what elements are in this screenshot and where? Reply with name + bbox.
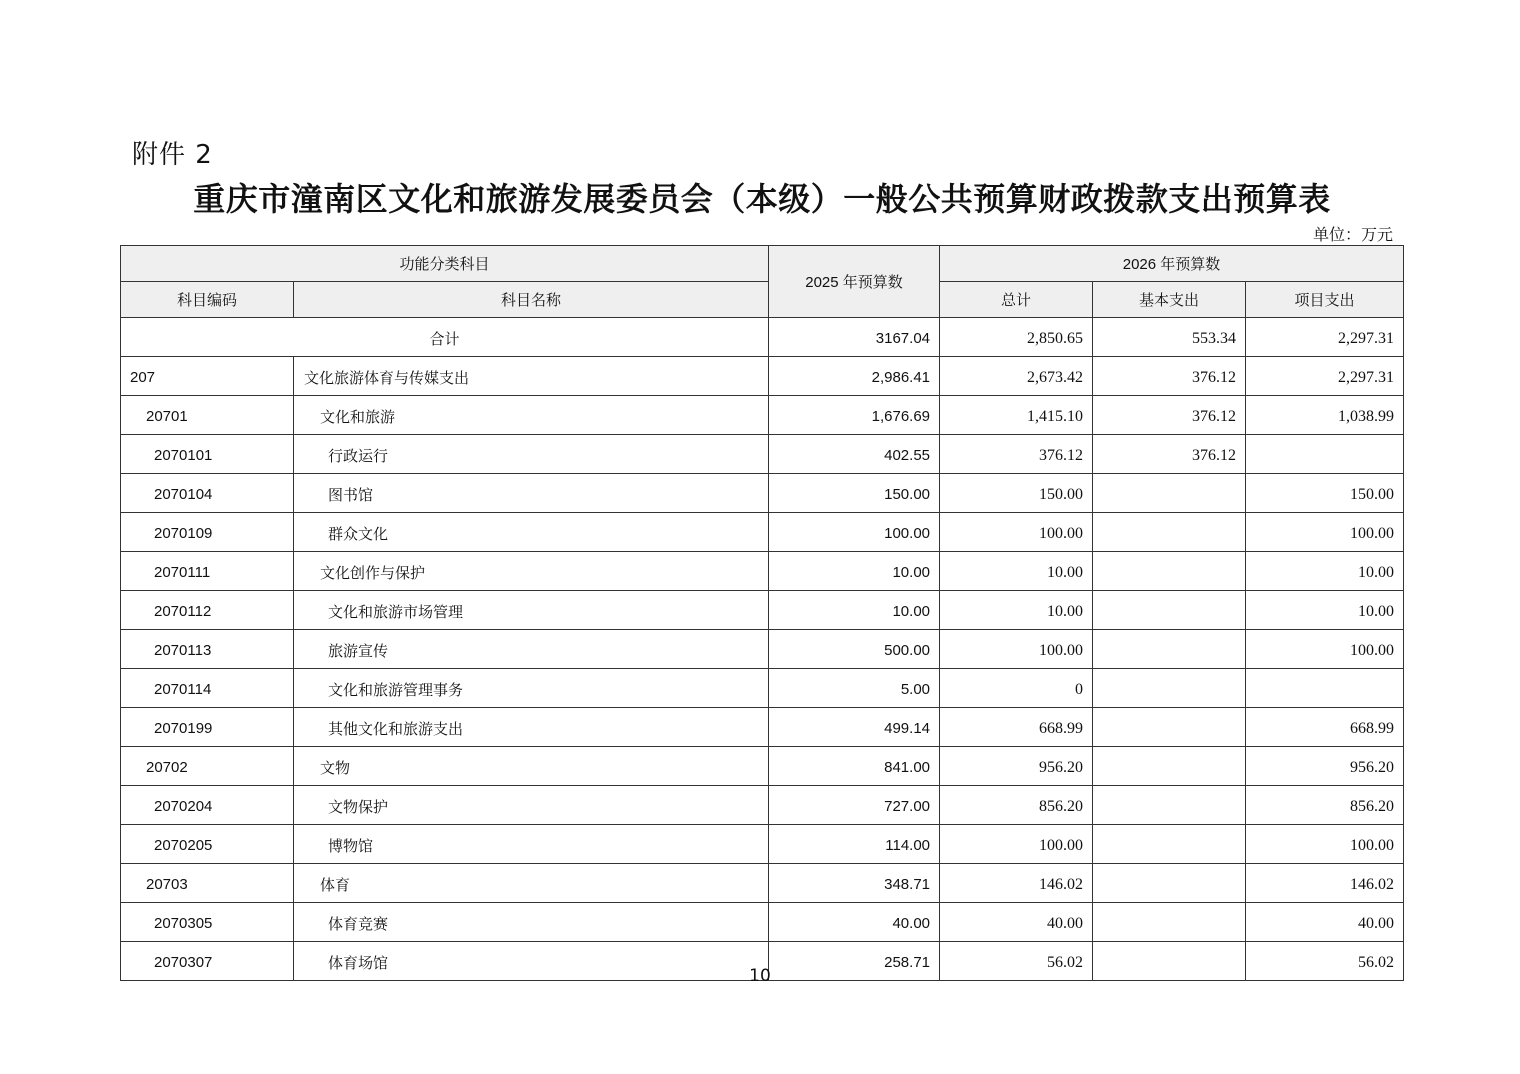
row-name: 文化和旅游 bbox=[294, 396, 769, 435]
row-total: 668.99 bbox=[940, 708, 1093, 747]
row-basic bbox=[1093, 903, 1246, 942]
row-budget-2025: 1,676.69 bbox=[769, 396, 940, 435]
total-total: 2,850.65 bbox=[940, 318, 1093, 357]
row-total: 40.00 bbox=[940, 903, 1093, 942]
row-project: 146.02 bbox=[1246, 864, 1404, 903]
row-name: 体育场馆 bbox=[294, 942, 769, 981]
row-code: 2070111 bbox=[121, 552, 294, 591]
row-basic bbox=[1093, 474, 1246, 513]
row-name: 博物馆 bbox=[294, 825, 769, 864]
table-row bbox=[121, 903, 1404, 942]
row-basic bbox=[1093, 552, 1246, 591]
row-budget-2025: 499.14 bbox=[769, 708, 940, 747]
row-total: 150.00 bbox=[940, 474, 1093, 513]
row-budget-2025: 5.00 bbox=[769, 669, 940, 708]
row-budget-2025: 150.00 bbox=[769, 474, 940, 513]
table-row bbox=[121, 825, 1404, 864]
row-total: 56.02 bbox=[940, 942, 1093, 981]
row-total: 376.12 bbox=[940, 435, 1093, 474]
attachment-label: 附件 2 bbox=[132, 140, 213, 170]
row-basic bbox=[1093, 825, 1246, 864]
row-budget-2025: 10.00 bbox=[769, 552, 940, 591]
row-budget-2025: 402.55 bbox=[769, 435, 940, 474]
table-row bbox=[121, 591, 1404, 630]
total-label: 合计 bbox=[121, 318, 769, 357]
row-project: 668.99 bbox=[1246, 708, 1404, 747]
row-basic bbox=[1093, 786, 1246, 825]
row-name: 文化创作与保护 bbox=[294, 552, 769, 591]
document-title: 重庆市潼南区文化和旅游发展委员会（本级）一般公共预算财政拨款支出预算表 bbox=[193, 180, 1331, 218]
row-basic bbox=[1093, 864, 1246, 903]
total-row bbox=[121, 318, 1404, 357]
row-project bbox=[1246, 669, 1404, 708]
row-budget-2025: 348.71 bbox=[769, 864, 940, 903]
row-budget-2025: 114.00 bbox=[769, 825, 940, 864]
row-total: 2,673.42 bbox=[940, 357, 1093, 396]
row-code: 2070114 bbox=[121, 669, 294, 708]
row-total: 146.02 bbox=[940, 864, 1093, 903]
row-total: 100.00 bbox=[940, 630, 1093, 669]
table-row bbox=[121, 474, 1404, 513]
table-row bbox=[121, 396, 1404, 435]
row-project: 10.00 bbox=[1246, 591, 1404, 630]
row-basic bbox=[1093, 747, 1246, 786]
budget-table bbox=[120, 245, 1404, 981]
row-basic: 376.12 bbox=[1093, 357, 1246, 396]
table-row bbox=[121, 747, 1404, 786]
table-row bbox=[121, 864, 1404, 903]
row-project: 956.20 bbox=[1246, 747, 1404, 786]
row-budget-2025: 40.00 bbox=[769, 903, 940, 942]
row-code: 2070199 bbox=[121, 708, 294, 747]
header-basic: 基本支出 bbox=[1093, 282, 1246, 318]
header-functional-class: 功能分类科目 bbox=[121, 246, 769, 282]
table-row bbox=[121, 708, 1404, 747]
row-code: 2070113 bbox=[121, 630, 294, 669]
table-header bbox=[121, 246, 1404, 318]
row-code: 2070112 bbox=[121, 591, 294, 630]
total-basic: 553.34 bbox=[1093, 318, 1246, 357]
row-project: 1,038.99 bbox=[1246, 396, 1404, 435]
row-name: 其他文化和旅游支出 bbox=[294, 708, 769, 747]
row-budget-2025: 2,986.41 bbox=[769, 357, 940, 396]
row-total: 956.20 bbox=[940, 747, 1093, 786]
row-budget-2025: 10.00 bbox=[769, 591, 940, 630]
table-row bbox=[121, 669, 1404, 708]
row-code: 2070109 bbox=[121, 513, 294, 552]
row-total: 100.00 bbox=[940, 825, 1093, 864]
page-number: 10 bbox=[749, 966, 771, 986]
row-project: 10.00 bbox=[1246, 552, 1404, 591]
row-code: 2070205 bbox=[121, 825, 294, 864]
row-code: 2070204 bbox=[121, 786, 294, 825]
row-name: 体育竞赛 bbox=[294, 903, 769, 942]
row-project: 100.00 bbox=[1246, 825, 1404, 864]
row-name: 文物 bbox=[294, 747, 769, 786]
row-name: 文化和旅游市场管理 bbox=[294, 591, 769, 630]
row-total: 10.00 bbox=[940, 591, 1093, 630]
row-code: 2070307 bbox=[121, 942, 294, 981]
row-project: 100.00 bbox=[1246, 630, 1404, 669]
row-project bbox=[1246, 435, 1404, 474]
row-project: 56.02 bbox=[1246, 942, 1404, 981]
row-project: 40.00 bbox=[1246, 903, 1404, 942]
row-code: 20703 bbox=[121, 864, 294, 903]
header-total: 总计 bbox=[940, 282, 1093, 318]
row-project: 150.00 bbox=[1246, 474, 1404, 513]
row-basic bbox=[1093, 630, 1246, 669]
row-basic bbox=[1093, 669, 1246, 708]
total-project: 2,297.31 bbox=[1246, 318, 1404, 357]
row-name: 体育 bbox=[294, 864, 769, 903]
row-code: 2070104 bbox=[121, 474, 294, 513]
row-total: 0 bbox=[940, 669, 1093, 708]
table-row bbox=[121, 513, 1404, 552]
row-project: 100.00 bbox=[1246, 513, 1404, 552]
row-budget-2025: 727.00 bbox=[769, 786, 940, 825]
row-basic: 376.12 bbox=[1093, 435, 1246, 474]
row-name: 文物保护 bbox=[294, 786, 769, 825]
table-body bbox=[121, 318, 1404, 981]
header-budget-2025: 2025 年预算数 bbox=[769, 246, 940, 318]
row-basic bbox=[1093, 708, 1246, 747]
row-total: 856.20 bbox=[940, 786, 1093, 825]
row-code: 2070305 bbox=[121, 903, 294, 942]
row-name: 文化旅游体育与传媒支出 bbox=[294, 357, 769, 396]
header-code: 科目编码 bbox=[121, 282, 294, 318]
table-row bbox=[121, 357, 1404, 396]
row-budget-2025: 100.00 bbox=[769, 513, 940, 552]
row-basic: 376.12 bbox=[1093, 396, 1246, 435]
row-project: 856.20 bbox=[1246, 786, 1404, 825]
table-row bbox=[121, 435, 1404, 474]
row-name: 群众文化 bbox=[294, 513, 769, 552]
row-name: 行政运行 bbox=[294, 435, 769, 474]
total-budget-2025: 3167.04 bbox=[769, 318, 940, 357]
row-project: 2,297.31 bbox=[1246, 357, 1404, 396]
row-code: 207 bbox=[121, 357, 294, 396]
header-project: 项目支出 bbox=[1246, 282, 1404, 318]
row-budget-2025: 258.71 bbox=[769, 942, 940, 981]
row-code: 2070101 bbox=[121, 435, 294, 474]
header-budget-2026: 2026 年预算数 bbox=[940, 246, 1404, 282]
row-name: 文化和旅游管理事务 bbox=[294, 669, 769, 708]
row-name: 图书馆 bbox=[294, 474, 769, 513]
table-row bbox=[121, 552, 1404, 591]
table-row bbox=[121, 630, 1404, 669]
row-total: 100.00 bbox=[940, 513, 1093, 552]
header-name: 科目名称 bbox=[294, 282, 769, 318]
row-name: 旅游宣传 bbox=[294, 630, 769, 669]
unit-label: 单位：万元 bbox=[1312, 225, 1393, 244]
row-code: 20701 bbox=[121, 396, 294, 435]
table-row bbox=[121, 786, 1404, 825]
row-total: 10.00 bbox=[940, 552, 1093, 591]
row-total: 1,415.10 bbox=[940, 396, 1093, 435]
row-budget-2025: 500.00 bbox=[769, 630, 940, 669]
row-code: 20702 bbox=[121, 747, 294, 786]
row-budget-2025: 841.00 bbox=[769, 747, 940, 786]
row-basic bbox=[1093, 513, 1246, 552]
row-basic bbox=[1093, 591, 1246, 630]
